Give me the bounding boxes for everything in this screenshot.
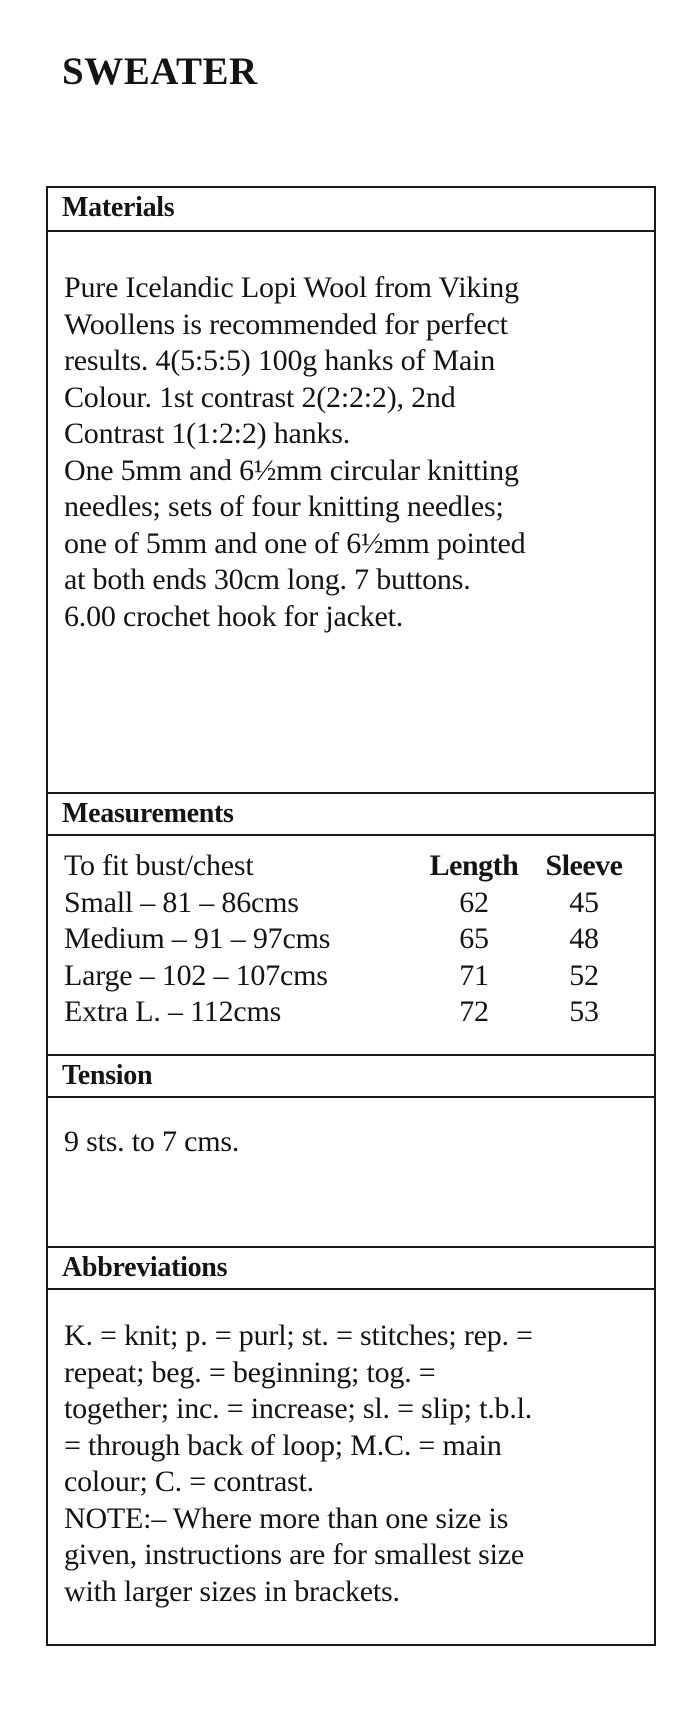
table-row xyxy=(64,885,649,922)
sleeve-cell: 48 xyxy=(569,922,599,955)
measurements-header-row xyxy=(64,848,649,885)
measurements-heading: Measurements xyxy=(48,792,654,836)
length-cell: 65 xyxy=(459,922,489,955)
abbreviations-line: colour; C. = contrast. xyxy=(64,1465,314,1498)
materials-line: one of 5mm and one of 6½mm pointed xyxy=(64,526,526,560)
table-row xyxy=(64,958,649,995)
tension-heading: Tension xyxy=(48,1054,654,1098)
materials-line: Pure Icelandic Lopi Wool from Viking xyxy=(64,271,519,304)
sleeve-cell: 45 xyxy=(569,885,599,919)
materials-line: Contrast 1(1:2:2) hanks. xyxy=(64,417,351,450)
materials-line: One 5mm and 6½mm circular knitting xyxy=(64,453,519,487)
tension-body xyxy=(48,1124,654,1161)
materials-body xyxy=(48,270,654,635)
sleeve-cell: 53 xyxy=(569,995,599,1028)
size-cell: Extra L. – 112cms xyxy=(64,995,282,1028)
tension-text: 9 sts. to 7 cms. xyxy=(64,1125,240,1158)
column-header-sleeve: Sleeve xyxy=(545,849,623,882)
abbreviations-heading: Abbreviations xyxy=(48,1246,654,1290)
abbreviations-line: repeat; beg. = beginning; tog. = xyxy=(64,1355,436,1389)
abbreviations-line: NOTE:– Where more than one size is xyxy=(64,1501,509,1535)
table-row xyxy=(64,921,649,958)
abbreviations-line: with larger sizes in brackets. xyxy=(64,1574,400,1608)
measurements-body xyxy=(48,848,654,1028)
abbreviations-line: together; inc. = increase; sl. = slip; t.b.l. xyxy=(64,1392,533,1425)
materials-line: 6.00 crochet hook for jacket. xyxy=(64,599,404,633)
materials-line: results. 4(5:5:5) 100g hanks of Main xyxy=(64,344,496,377)
materials-line: at both ends 30cm long. 7 buttons. xyxy=(64,563,471,596)
pattern-spec-box xyxy=(46,186,656,1646)
table-row xyxy=(64,994,649,1031)
materials-line: Colour. 1st contrast 2(2:2:2), 2nd xyxy=(64,380,456,414)
abbreviations-body xyxy=(48,1318,654,1610)
page-title: SWEATER xyxy=(62,50,258,93)
length-cell: 62 xyxy=(459,885,489,919)
column-header-length: Length xyxy=(429,849,519,882)
size-cell: Large – 102 – 107cms xyxy=(64,958,328,992)
length-cell: 72 xyxy=(459,995,489,1028)
column-header-size: To fit bust/chest xyxy=(64,849,254,882)
abbreviations-line: given, instructions are for smallest size xyxy=(64,1538,525,1571)
abbreviations-line: = through back of loop; M.C. = main xyxy=(64,1428,502,1462)
sleeve-cell: 52 xyxy=(569,958,599,992)
size-cell: Small – 81 – 86cms xyxy=(64,885,299,919)
abbreviations-line: K. = knit; p. = purl; st. = stitches; rep. = xyxy=(64,1319,533,1352)
materials-heading: Materials xyxy=(48,188,654,232)
materials-line: needles; sets of four knitting needles; xyxy=(64,490,504,523)
size-cell: Medium – 91 – 97cms xyxy=(64,922,331,955)
measurements-table xyxy=(64,848,649,1031)
length-cell: 71 xyxy=(459,958,489,992)
materials-line: Woollens is recommended for perfect xyxy=(64,307,508,341)
